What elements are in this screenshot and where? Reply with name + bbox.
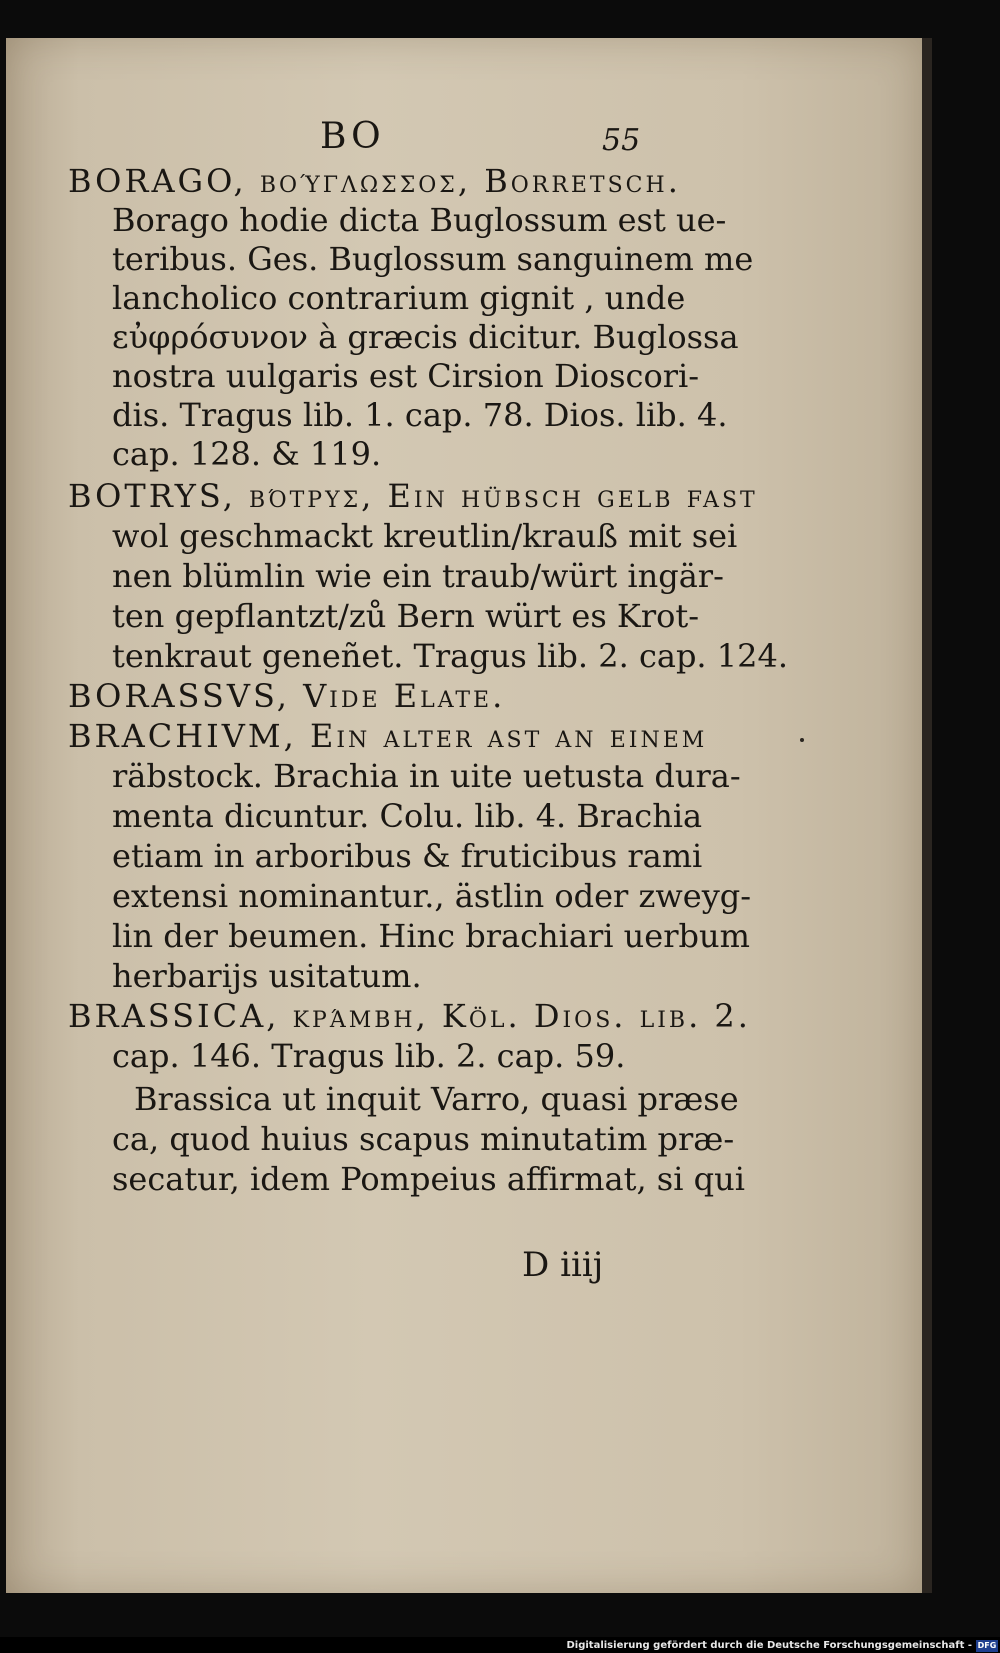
entry-borago-line: lancholico contrarium gignit , unde bbox=[112, 279, 686, 317]
entry-brassica-line: secatur, idem Pompeius affirmat, si qui bbox=[112, 1160, 745, 1198]
entry-borago-line: cap. 128. & 119. bbox=[112, 435, 382, 473]
entry-brachium-line: extensi nominantur., ästlin oder zweyg‑ bbox=[112, 877, 752, 915]
entry-borago-line: dis. Tragus lib. 1. cap. 78. Dios. lib. 4. bbox=[112, 396, 728, 434]
entry-botrys-line: wol geschmackt kreutlin/krauß mit sei bbox=[112, 517, 738, 555]
entry-brachium-headword: BRACHIVM, Ein alter ast an einem bbox=[68, 717, 708, 755]
entry-brassica-line: ca, quod huius scapus minutatim præ‑ bbox=[112, 1120, 735, 1158]
entry-brachium-line: menta dicuntur. Colu. lib. 4. Brachia bbox=[112, 797, 703, 835]
entry-botrys-line: ten gepflantzt/zů Bern würt es Krot‑ bbox=[112, 597, 700, 635]
page-speck bbox=[800, 738, 804, 742]
footer-credit: Digitalisierung gefördert durch die Deutsche Forschungsgemeinschaft - bbox=[566, 1640, 972, 1651]
entry-brassica-paragraph-start: Brassica ut inquit Varro, quasi præse bbox=[134, 1080, 739, 1118]
entry-borago-line: teribus. Ges. Buglossum sanguinem me bbox=[112, 240, 754, 278]
entry-borago-line: nostra uulgaris est Cirsion Dioscori‑ bbox=[112, 357, 700, 395]
entry-botrys-line: tenkraut geneñet. Tragus lib. 2. cap. 124. bbox=[112, 637, 789, 675]
entry-botrys-headword: BOTRYS, βότρυς, Ein hübsch gelb fast bbox=[68, 477, 758, 515]
entry-brassica-line: cap. 146. Tragus lib. 2. cap. 59. bbox=[112, 1037, 626, 1075]
entry-borago-headword: BORAGO, βούγλωσσος, Borretsch. bbox=[68, 162, 681, 200]
entry-botrys-line: nen blümlin wie ein traub/würt ingär‑ bbox=[112, 557, 724, 595]
entry-brassica-headword: BRASSICA, κράμβη, Köl. Dios. lib. 2. bbox=[68, 997, 751, 1035]
page-number: 55 bbox=[602, 123, 641, 158]
signature-mark: D iiij bbox=[522, 1245, 604, 1285]
running-header: BO bbox=[320, 116, 385, 157]
entry-borago-line: Borago hodie dicta Buglossum est ue‑ bbox=[112, 201, 727, 239]
dfg-logo: DFG bbox=[977, 1641, 997, 1650]
entry-brachium-line: räbstock. Brachia in uite uetusta dura‑ bbox=[112, 757, 741, 795]
footer-bar bbox=[0, 1637, 1000, 1653]
entry-borago-line: εὐφρόσυνον à græcis dicitur. Buglossa bbox=[112, 318, 739, 356]
entry-brachium-line: lin der beumen. Hinc brachiari uerbum bbox=[112, 917, 750, 955]
entry-borassus-headword: BORASSVS, Vide Elate. bbox=[68, 677, 506, 715]
entry-brachium-line: etiam in arboribus & fruticibus rami bbox=[112, 837, 703, 875]
entry-brachium-line: herbarijs usitatum. bbox=[112, 957, 422, 995]
